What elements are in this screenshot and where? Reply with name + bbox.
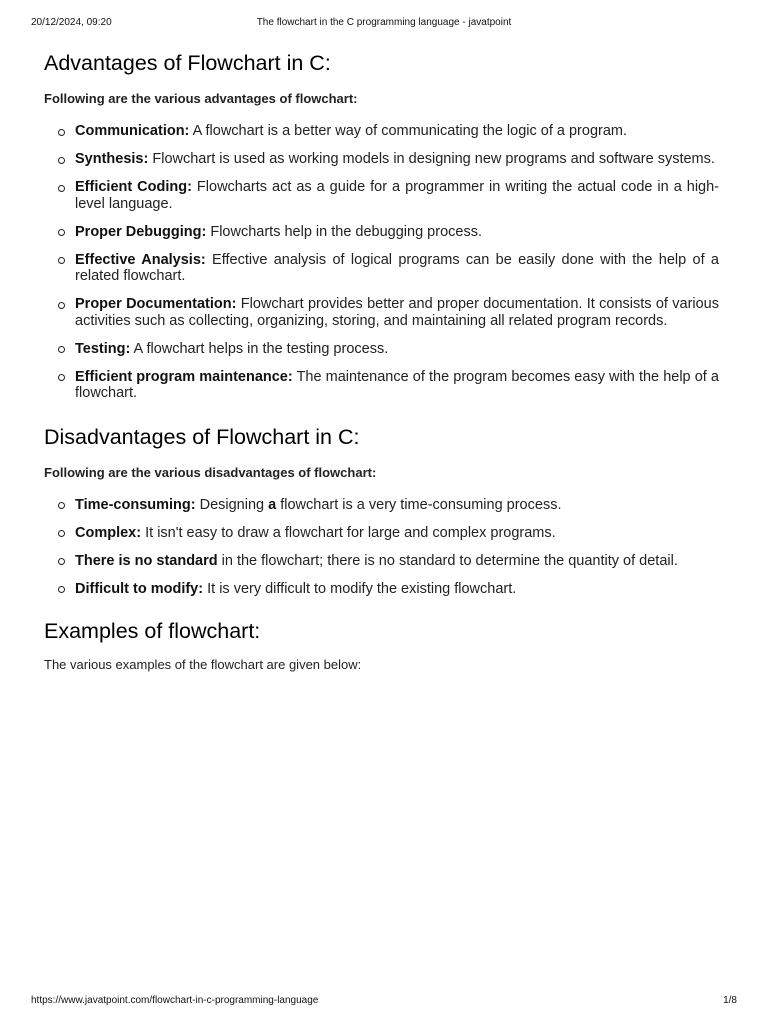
page-url: https://www.javatpoint.com/flowchart-in-c-programming-language [31,995,319,1006]
print-page-title: The flowchart in the C programming language - javatpoint [256,17,512,28]
circle-bullet-icon [58,185,65,192]
item-term: Efficient program maintenance: [75,368,293,385]
item-text: Effective analysis of logical programs can be easily done with the help of a related flowchart. [75,251,720,284]
item-text: flowchart is a very time-consuming process. [276,496,562,513]
list-item [44,553,719,570]
circle-bullet-icon [58,346,65,353]
print-date: 20/12/2024, 09:20 [31,17,112,28]
print-footer [31,995,737,1009]
item-text: Flowchart provides better and proper documentation. It consists of various activities such as collecting, organizing, storing, and maintaining all related program records. [75,296,719,329]
item-text-pre: Designing [195,496,269,513]
article-content [44,48,719,674]
disadvantages-intro: Following are the various disadvantages of flowchart: [44,464,377,480]
circle-bullet-icon [58,129,65,136]
advantages-list [44,123,719,402]
item-text: A flowchart is a better way of communicating the logic of a program. [189,123,628,139]
item-text: in the flowchart; there is no standard to determine the quantity of detail. [217,552,678,569]
list-item [44,179,719,212]
item-term: Proper Documentation: [75,296,237,312]
list-item [44,123,719,140]
advantages-heading: Advantages of Flowchart in C: [44,51,331,75]
item-term: Difficult to modify: [75,580,204,597]
item-text: The maintenance of the program becomes easy with the help of a flowchart. [75,368,719,401]
item-text: A flowchart helps in the testing process. [130,340,389,357]
item-term: Complex: [75,524,142,541]
circle-bullet-icon [58,257,65,264]
circle-bullet-icon [58,502,65,509]
item-term: Communication: [75,123,190,139]
circle-bullet-icon [58,530,65,537]
list-item [44,497,719,514]
item-term: Synthesis: [75,151,149,167]
item-text: It isn't easy to draw a flowchart for large and complex programs. [141,524,556,541]
list-item [44,224,719,241]
circle-bullet-icon [58,558,65,565]
item-term: Effective Analysis: [75,251,206,268]
examples-heading: Examples of flowchart: [44,619,261,643]
item-text: Flowcharts help in the debugging process. [206,223,482,240]
circle-bullet-icon [58,374,65,381]
advantages-intro: Following are the various advantages of flowchart: [44,91,358,106]
item-term: Time-consuming: [75,496,196,513]
list-item [44,369,719,402]
list-item [44,151,719,168]
item-term: Proper Debugging: [75,223,207,240]
item-term: There is no standard [75,552,218,569]
circle-bullet-icon [58,302,65,309]
item-term: Testing: [75,340,131,357]
circle-bullet-icon [58,229,65,236]
list-item [44,296,719,329]
item-text: It is very difficult to modify the existing flowchart. [203,580,517,597]
item-text: Flowcharts act as a guide for a programmer in writing the actual code in a high-level language. [75,179,719,212]
item-text: Flowchart is used as working models in designing new programs and software systems. [148,151,715,167]
disadvantages-list [44,497,719,598]
print-header [31,17,737,31]
item-bold-word: a [268,496,277,513]
page-number: 1/8 [723,995,737,1006]
circle-bullet-icon [58,157,65,164]
disadvantages-heading: Disadvantages of Flowchart in C: [44,424,360,449]
list-item [44,252,719,285]
examples-text: The various examples of the flowchart are given below: [44,657,362,672]
list-item [44,525,719,542]
list-item [44,581,719,598]
list-item [44,341,719,358]
item-term: Efficient Coding: [75,179,192,195]
circle-bullet-icon [58,586,65,593]
